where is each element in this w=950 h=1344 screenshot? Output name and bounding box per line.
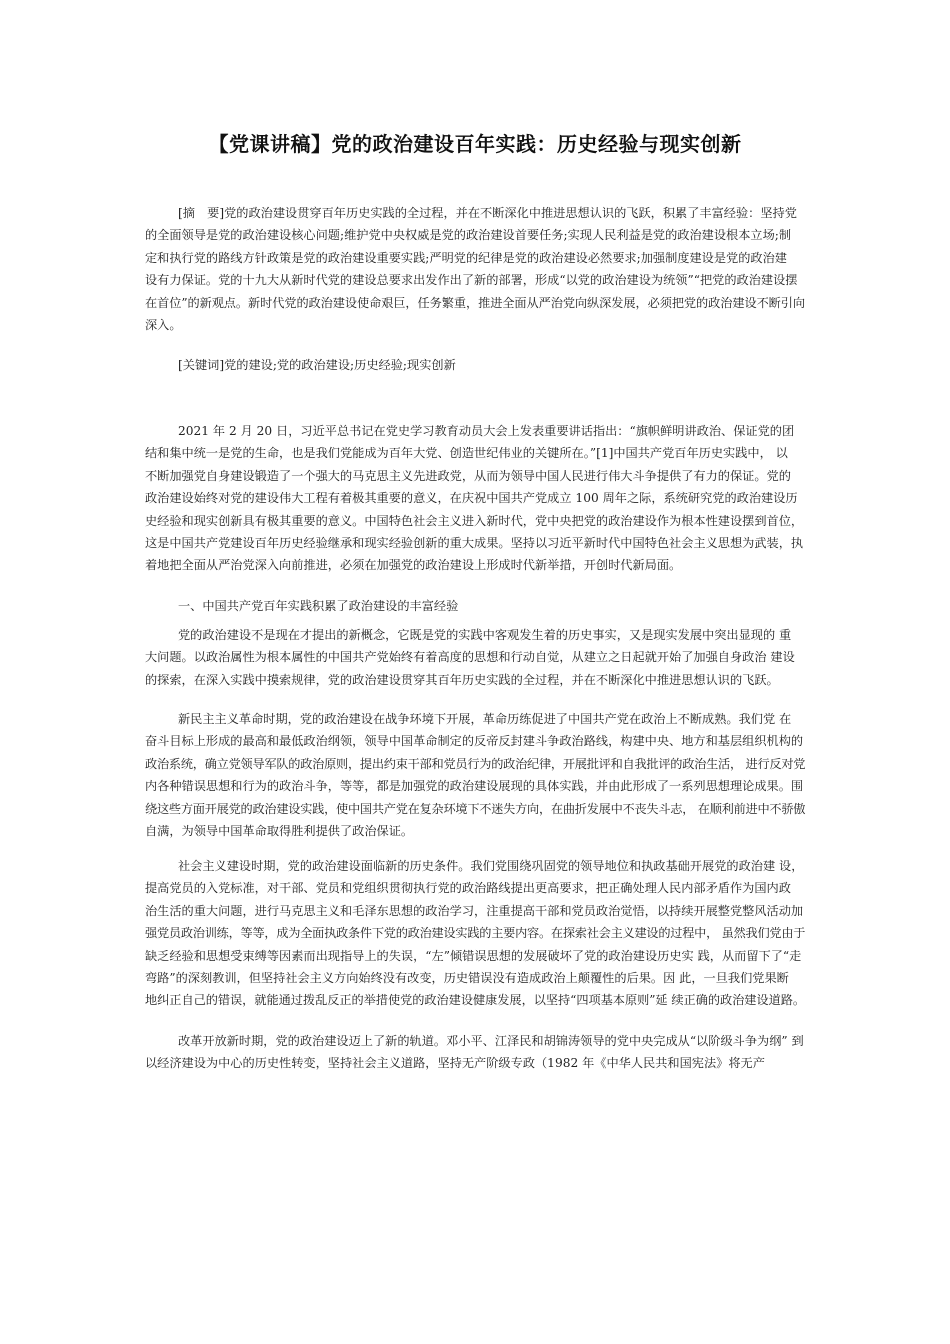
paragraph-line: 强党员政治训练，等等，成为全面执政条件下党的政治建设实践的主要内容。在探索社会主义建设的过程中， 虽然我们党由于 [145, 926, 806, 941]
body-paragraph-5 [145, 1030, 805, 1075]
document-title: 【党课讲稿】党的政治建设百年实践：历史经验与现实创新 [208, 132, 742, 156]
abstract-line: 深入。 [145, 318, 182, 333]
paragraph-line: 不断加强党自身建设锻造了一个强大的马克思主义先进政党，从而为领导中国人民进行伟大斗争提供了有力的保证。党的 [145, 468, 791, 483]
paragraph-line: 社会主义建设时期，党的政治建设面临新的历史条件。我们党围绕巩固党的领导地位和执政基础开展党的政治建 设， [178, 859, 804, 873]
body-paragraph-4 [145, 855, 805, 1012]
paragraph-line: 着地把全面从严治党深入向前推进，必须在加强党的政治建设上形成时代新举措，开创时代新局面。 [145, 558, 682, 573]
section-heading-text: 一、中国共产党百年实践积累了政治建设的丰富经验 [178, 599, 459, 613]
abstract-line: 定和执行党的路线方针政策是党的政治建设重要实践;严明党的纪律是党的政治建设必然要求;加强制度建设是党的政治建 [145, 250, 787, 265]
paragraph-line: 弯路”的深刻教训，但坚持社会主义方向始终没有改变，历史错误没有造成政治上颠覆性的后果。因 此，一旦我们党果断 [145, 971, 789, 986]
paragraph-line: 史经验和现实创新具有极其重要的意义。中国特色社会主义进入新时代，党中央把党的政治建设作为根本性建设摆到首位， [145, 513, 804, 528]
paragraph-line: 以经济建设为中心的历史性转变，坚持社会主义道路，坚持无产阶级专政（1982 年《中华人民共和国宪法》将无产 [145, 1056, 765, 1071]
paragraph-line: 提高党员的入党标准，对干部、党员和党组织贯彻执行党的政治路线提出更高要求，把正确处理人民内部矛盾作为国内政 [145, 881, 791, 896]
paragraph-line: 内各种错误思想和行为的政治斗争，等等，都是加强党的政治建设展现的具体实践，并由此形成了一系列思想理论成果。围 [145, 779, 804, 794]
paragraph-line: 的探索，在深入实践中摸索规律，党的政治建设贯穿其百年历史实践的全过程，并在不断深化中推进思想认识的飞跃。 [145, 672, 779, 687]
paragraph-line: 大问题。以政治属性为根本属性的中国共产党始终有着高度的思想和行动自觉，从建立之日起就开始了加强自身政治 建设 [145, 650, 795, 665]
paragraph-line: 奋斗目标上形成的最高和最低政治纲领，领导中国革命制定的反帝反封建斗争政治路线，构建中央、地方和基层组织机构的 [145, 734, 804, 749]
paragraph-line: 政治系统，确立党领导军队的政治原则，提出约束干部和党员行为的政治纪律，开展批评和自我批评的政治生活， 进行反对党 [145, 756, 806, 771]
paragraph-line: 政治建设始终对党的建设伟大工程有着极其重要的意义，在庆祝中国共产党成立 100 周年之际，系统研究党的政治建设历 [145, 491, 798, 506]
paragraph-line: 结和集中统一是党的生命，也是我们党能成为百年大党、创造世纪伟业的关键所在。”[1]中国共产党百年历史实践中， 以 [145, 446, 788, 461]
keywords-text: [关键词]党的建设;党的政治建设;历史经验;现实创新 [178, 358, 456, 372]
body-paragraph-3 [145, 708, 805, 842]
paragraph-line: 缺乏经验和思想受束缚等因素而出现指导上的失误，“左”倾错误思想的发展破坏了党的政治建设历史实 践，从而留下了“走 [145, 948, 802, 963]
paragraph-line: 绕这些方面开展党的政治建设实践，使中国共产党在复杂环境下不迷失方向，在曲折发展中不丧失斗志， 在顺利前进中不骄傲 [145, 801, 806, 816]
paragraph-line: 党的政治建设不是现在才提出的新概念，它既是党的实践中客观发生着的历史事实，又是现实发展中突出显现的 重 [178, 628, 792, 642]
abstract-line: [摘 要]党的政治建设贯穿百年历史实践的全过程，并在不断深化中推进思想认识的飞跃，积累了丰富经验：坚持党 [178, 206, 797, 220]
paragraph-line: 自满，为领导中国革命取得胜利提供了政治保证。 [145, 824, 414, 839]
paragraph-line: 这是中国共产党建设百年历史经验继承和现实经验创新的重大成果。坚持以习近平新时代中国特色社会主义思想为武装，执 [145, 536, 804, 551]
keywords-line [145, 354, 805, 376]
paragraph-line: 治生活的重大问题，进行马克思主义和毛泽东思想的政治学习，注重提高干部和党员政治觉悟，以持续开展整党整风活动加 [145, 903, 804, 918]
abstract-line: 的全面领导是党的政治建设核心问题;维护党中央权威是党的政治建设首要任务;实现人民利益是党的政治建设根本立场;制 [145, 228, 792, 243]
paragraph-line: 改革开放新时期，党的政治建设迈上了新的轨道。邓小平、江泽民和胡锦涛领导的党中央完成从“以阶级斗争为纲” 到 [178, 1034, 804, 1048]
paragraph-line: 2021 年 2 月 20 日，习近平总书记在党史学习教育动员大会上发表重要讲话指出：“旗帜鲜明讲政治、保证党的团 [178, 424, 795, 438]
paragraph-line: 新民主主义革命时期，党的政治建设在战争环境下开展，革命历练促进了中国共产党在政治上不断成熟。我们党 在 [178, 712, 792, 726]
abstract-paragraph [145, 202, 805, 336]
body-paragraph-1 [145, 420, 805, 577]
abstract-line: 设有力保证。党的十九大从新时代党的建设总要求出发作出了新的部署，形成“以党的政治建设为统领”“把党的政治建设摆 [145, 273, 798, 288]
section-heading-1 [145, 595, 805, 617]
body-paragraph-2 [145, 624, 805, 691]
paragraph-line: 地纠正自己的错误，就能通过拨乱反正的举措使党的政治建设健康发展，以坚持“四项基本原则”延 续正确的政治建设道路。 [145, 993, 806, 1008]
abstract-line: 在首位”的新观点。新时代党的政治建设使命艰巨，任务繁重，推进全面从严治党向纵深发展，必须把党的政治建设不断引向 [145, 295, 806, 310]
